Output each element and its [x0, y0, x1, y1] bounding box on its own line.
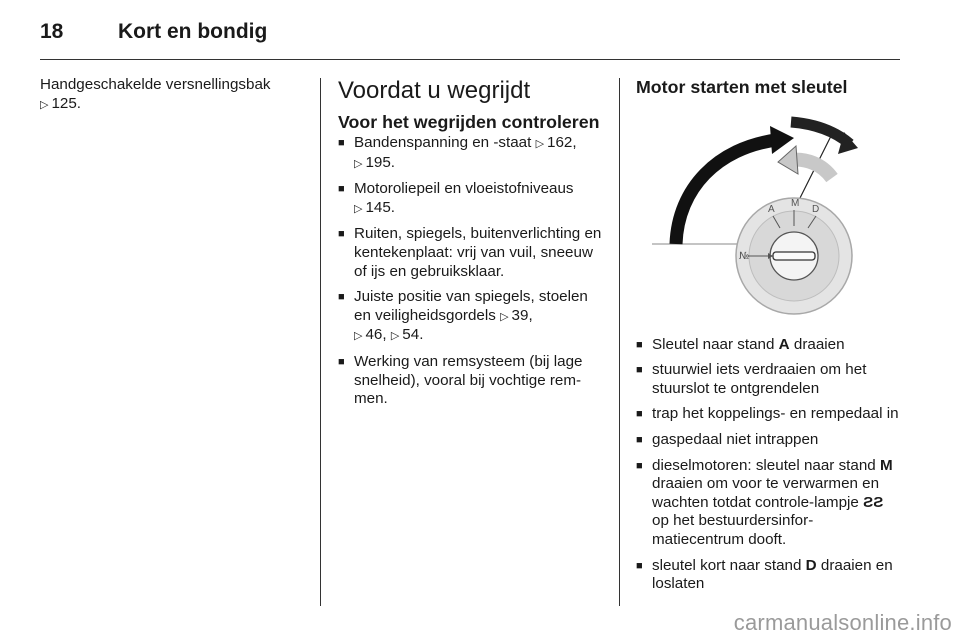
item-text: stuurwiel iets verdraaien om het stuurslot te ontgrendelen: [652, 361, 867, 397]
list-item: [338, 225, 606, 281]
text-line: Handgeschakelde versnellingsbak: [40, 76, 271, 93]
item-text: gaspedaal niet intrappen: [652, 430, 819, 448]
item-text: dieselmotoren: sleutel naar stand: [652, 456, 876, 474]
list-item: [636, 457, 904, 550]
column-divider-1: [320, 78, 321, 606]
position-label-m: M: [791, 198, 800, 209]
position-label-d: D: [812, 204, 820, 215]
reference-arrow-icon: ▷: [354, 202, 363, 215]
list-item: [338, 353, 606, 409]
list-item: [636, 336, 904, 355]
checklist: [338, 134, 606, 409]
ignition-switch-illustration: [636, 108, 900, 318]
header-rule: [40, 59, 900, 60]
reference-number: 195.: [365, 153, 396, 171]
item-text: trap het koppelings- en rempedaal in: [652, 405, 899, 423]
page-reference[interactable]: [500, 307, 533, 324]
item-text: Ruiten, spiegels, buitenverlichting en kentekenplaat: vrij van vuil, sneeuw of ijs en gebruiksklaar.: [354, 225, 602, 280]
page-reference[interactable]: [354, 199, 395, 216]
item-text: draaien en loslaten: [652, 556, 893, 593]
page-reference[interactable]: [536, 134, 577, 151]
column-1: [40, 76, 302, 114]
reference-arrow-icon: ▷: [390, 330, 400, 343]
item-text: Juiste positie van spiegels, stoelen en veiligheidsgordels: [354, 288, 588, 324]
section-heading: Voordat u wegrijdt: [338, 77, 531, 104]
list-item: [636, 405, 904, 424]
item-text: Sleutel naar stand: [652, 335, 775, 353]
item-text: op het bestuurdersinfor-matiecentrum dooft.: [652, 512, 814, 548]
column-divider-2: [619, 78, 620, 606]
page-reference[interactable]: [40, 95, 302, 115]
reference-arrow-icon: ▷: [354, 330, 363, 343]
section-heading: Motor starten met sleutel: [636, 77, 848, 97]
list-item: [636, 557, 904, 594]
page-title: Kort en bondig: [118, 20, 268, 43]
reference-arrow-icon: ▷: [354, 157, 363, 170]
item-text: draaien: [793, 335, 845, 353]
page-reference[interactable]: [354, 326, 387, 343]
list-item: [338, 288, 606, 346]
glow-plug-icon: ƧƧ: [863, 493, 884, 511]
reference-number: 162,: [547, 134, 577, 151]
watermark: carmanualsonline.info: [733, 610, 952, 635]
item-text: sleutel kort naar stand: [652, 556, 802, 574]
position-label-a: A: [768, 204, 775, 215]
page-reference[interactable]: [354, 154, 395, 171]
list-item: [338, 134, 606, 173]
item-text: Motoroliepeil en vloeistofniveaus: [354, 180, 574, 198]
position-a: A: [778, 335, 790, 353]
lock-position-mark: №: [739, 251, 750, 262]
page-number: 18: [40, 20, 64, 43]
reference-number: 125.: [51, 94, 82, 112]
item-text: Werking van remsysteem (bij lage snelheid), vooral bij vochtige rem-men.: [354, 352, 583, 408]
list-item: [636, 361, 904, 398]
reference-arrow-icon: ▷: [500, 310, 509, 323]
item-text: draaien om voor te verwarmen en wachten totdat controle-lampje: [652, 475, 880, 511]
position-d: D: [805, 556, 817, 574]
reference-number: 46,: [365, 326, 387, 344]
list-item: [636, 431, 904, 450]
column-3: [636, 76, 904, 601]
page-reference[interactable]: [391, 326, 424, 343]
item-text: Bandenspanning en -staat: [354, 134, 532, 151]
position-m: M: [879, 456, 893, 474]
reference-number: 39,: [511, 306, 533, 324]
reference-arrow-icon: ▷: [535, 138, 545, 150]
subsection-heading: Voor het wegrijden controleren: [338, 112, 600, 132]
reference-number: 54.: [402, 326, 424, 344]
reference-arrow-icon: ▷: [40, 98, 49, 111]
list-item: [338, 180, 606, 218]
reference-number: 145.: [365, 198, 396, 216]
column-2: [338, 76, 606, 416]
start-steps: [636, 336, 904, 594]
